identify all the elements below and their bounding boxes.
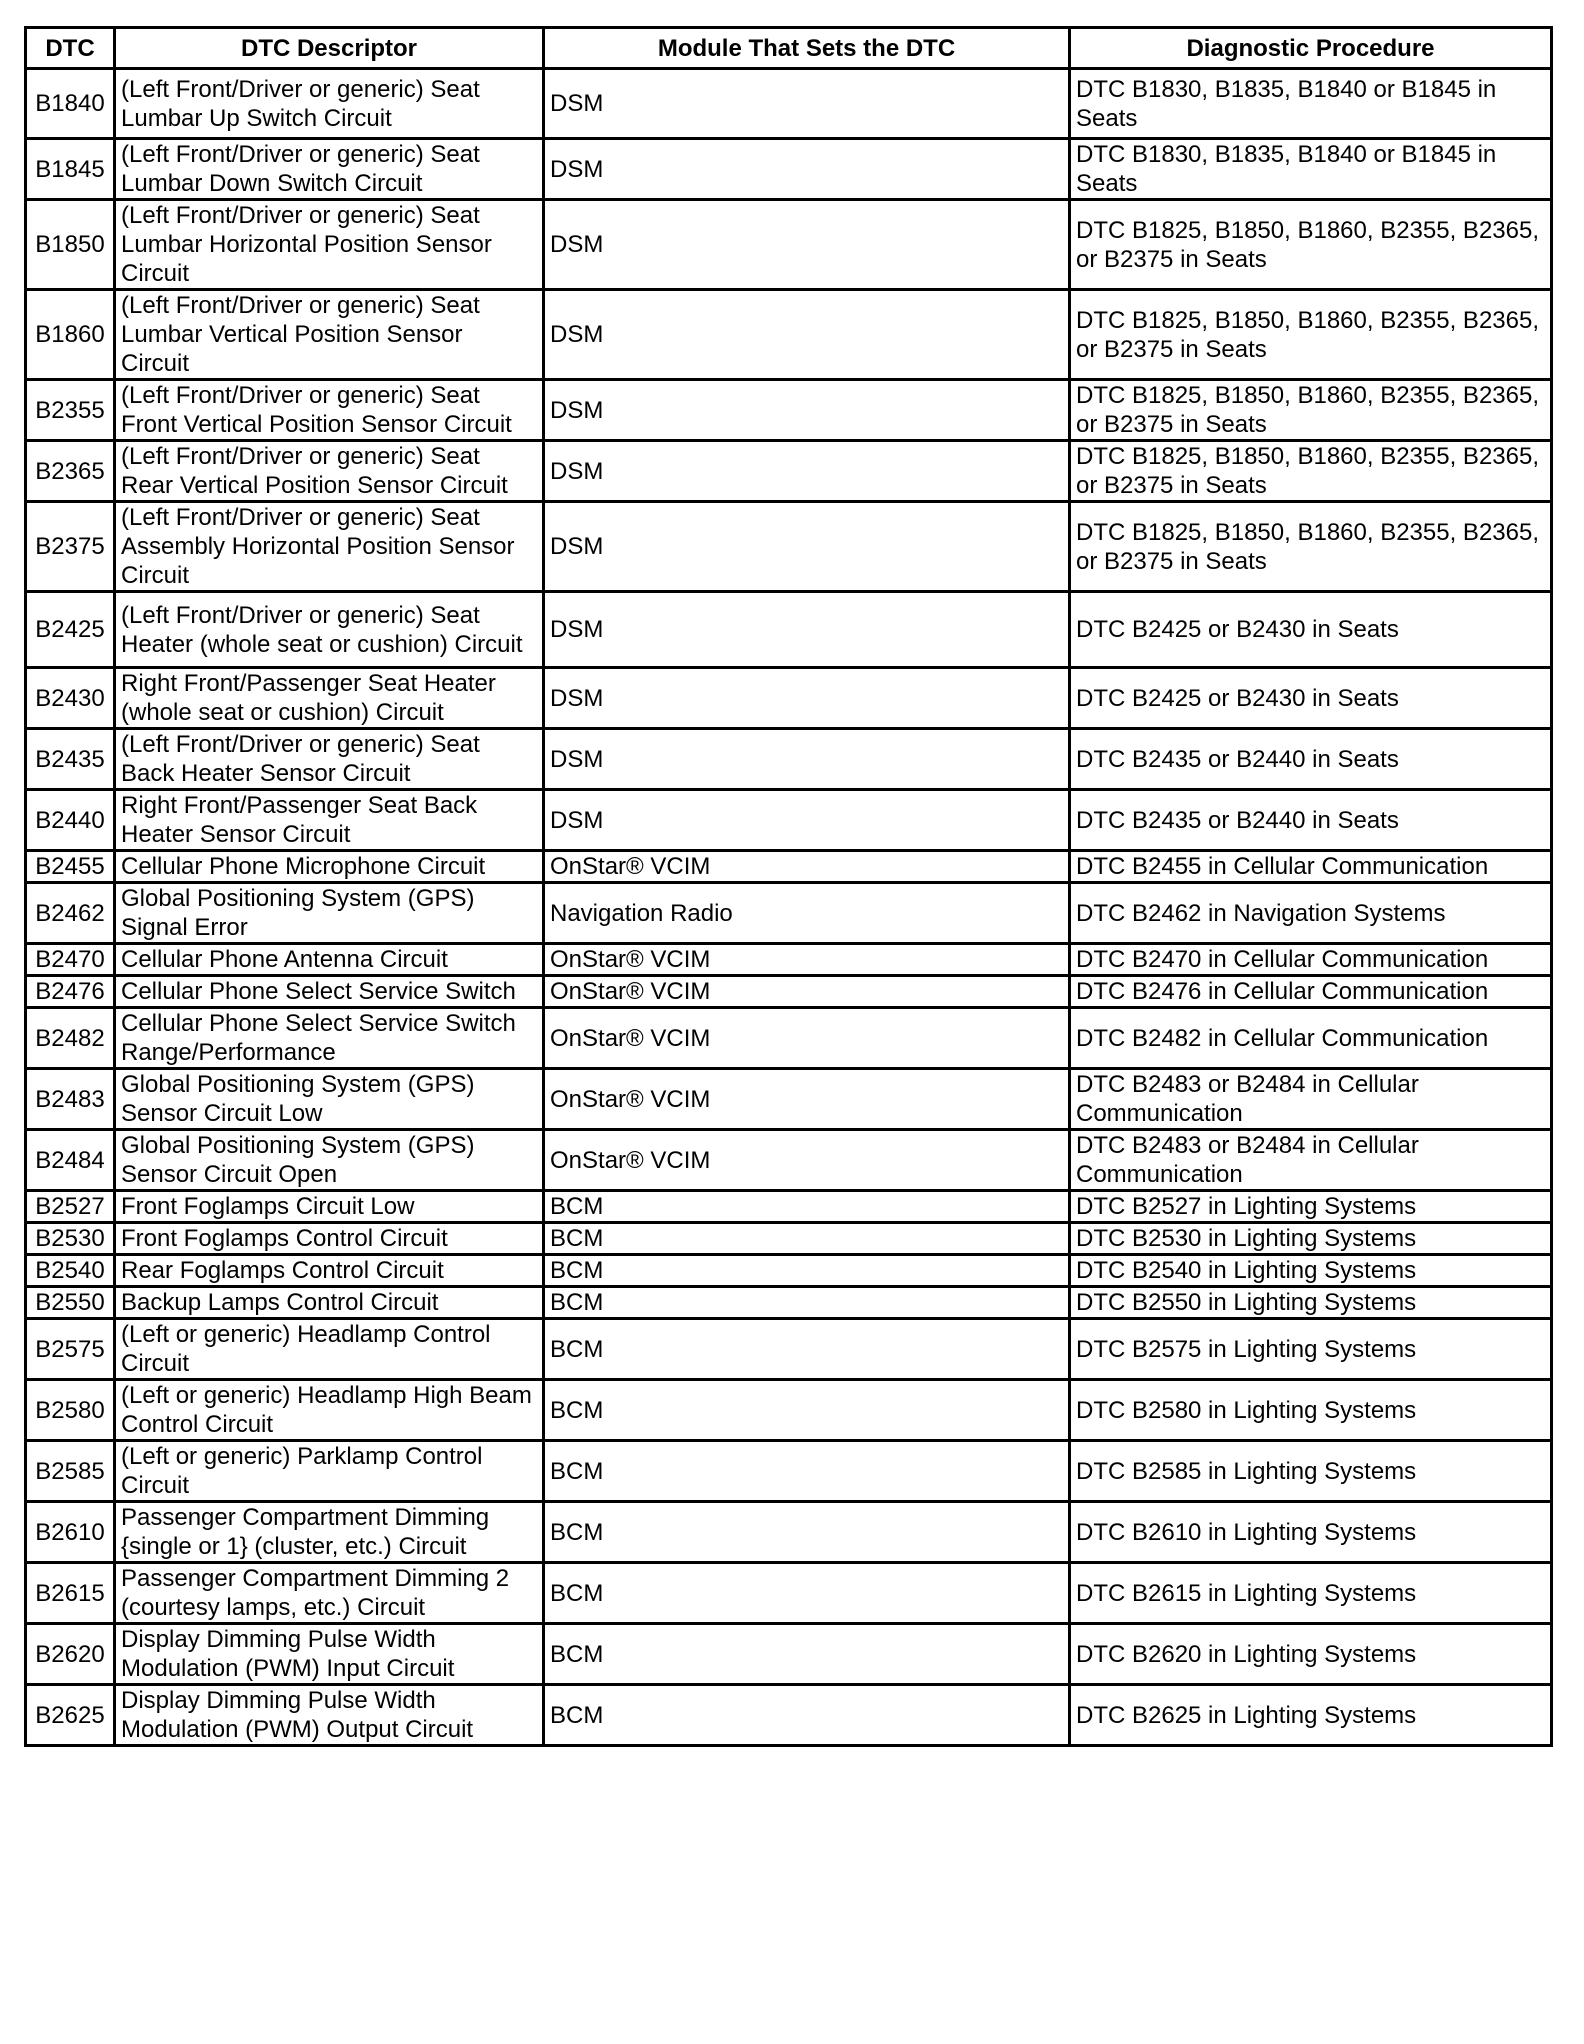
cell-diagnostic-procedure: DTC B2530 in Lighting Systems [1070, 1223, 1552, 1255]
cell-module: BCM [544, 1223, 1070, 1255]
cell-diagnostic-procedure: DTC B2435 or B2440 in Seats [1070, 729, 1552, 790]
cell-dtc-descriptor: (Left Front/Driver or generic) Seat Assembly Horizontal Position Sensor Circuit [115, 502, 544, 592]
cell-dtc-descriptor: (Left Front/Driver or generic) Seat Heater (whole seat or cushion) Circuit [115, 592, 544, 668]
cell-dtc-descriptor: Passenger Compartment Dimming {single or 1} (cluster, etc.) Circuit [115, 1502, 544, 1563]
table-row [26, 976, 1552, 1008]
table-row [26, 1624, 1552, 1685]
cell-diagnostic-procedure: DTC B1825, B1850, B1860, B2355, B2365, or B2375 in Seats [1070, 502, 1552, 592]
cell-diagnostic-procedure: DTC B2470 in Cellular Communication [1070, 944, 1552, 976]
cell-module: OnStar® VCIM [544, 1008, 1070, 1069]
cell-dtc-descriptor: Global Positioning System (GPS) Sensor Circuit Open [115, 1130, 544, 1191]
cell-module: BCM [544, 1255, 1070, 1287]
cell-module: BCM [544, 1380, 1070, 1441]
table-row [26, 592, 1552, 668]
cell-diagnostic-procedure: DTC B2482 in Cellular Communication [1070, 1008, 1552, 1069]
cell-dtc-descriptor: Cellular Phone Select Service Switch [115, 976, 544, 1008]
cell-dtc-code: B2365 [26, 441, 115, 502]
table-row [26, 1502, 1552, 1563]
table-row [26, 380, 1552, 441]
cell-dtc-descriptor: Front Foglamps Control Circuit [115, 1223, 544, 1255]
cell-dtc-descriptor: Cellular Phone Select Service Switch Range/Performance [115, 1008, 544, 1069]
cell-diagnostic-procedure: DTC B2620 in Lighting Systems [1070, 1624, 1552, 1685]
cell-dtc-descriptor: Rear Foglamps Control Circuit [115, 1255, 544, 1287]
cell-dtc-code: B2575 [26, 1319, 115, 1380]
table-row [26, 139, 1552, 200]
cell-dtc-descriptor: (Left Front/Driver or generic) Seat Lumbar Vertical Position Sensor Circuit [115, 290, 544, 380]
cell-diagnostic-procedure: DTC B2483 or B2484 in Cellular Communication [1070, 1130, 1552, 1191]
cell-diagnostic-procedure: DTC B2550 in Lighting Systems [1070, 1287, 1552, 1319]
cell-diagnostic-procedure: DTC B2580 in Lighting Systems [1070, 1380, 1552, 1441]
table-row [26, 1191, 1552, 1223]
cell-module: Navigation Radio [544, 883, 1070, 944]
table-row [26, 668, 1552, 729]
table-row [26, 883, 1552, 944]
cell-dtc-code: B1840 [26, 69, 115, 139]
cell-dtc-code: B2476 [26, 976, 115, 1008]
cell-diagnostic-procedure: DTC B2425 or B2430 in Seats [1070, 592, 1552, 668]
cell-dtc-descriptor: (Left Front/Driver or generic) Seat Back Heater Sensor Circuit [115, 729, 544, 790]
table-row [26, 729, 1552, 790]
cell-dtc-code: B2440 [26, 790, 115, 851]
cell-dtc-code: B2430 [26, 668, 115, 729]
table-row [26, 441, 1552, 502]
cell-module: DSM [544, 290, 1070, 380]
cell-module: BCM [544, 1441, 1070, 1502]
cell-dtc-code: B2540 [26, 1255, 115, 1287]
table-row [26, 1008, 1552, 1069]
table-row [26, 1130, 1552, 1191]
cell-module: DSM [544, 139, 1070, 200]
header-diagnostic-procedure: Diagnostic Procedure [1070, 28, 1552, 69]
cell-dtc-code: B2620 [26, 1624, 115, 1685]
table-row [26, 851, 1552, 883]
cell-dtc-descriptor: (Left or generic) Parklamp Control Circuit [115, 1441, 544, 1502]
table-row [26, 1223, 1552, 1255]
cell-dtc-descriptor: (Left Front/Driver or generic) Seat Lumbar Up Switch Circuit [115, 69, 544, 139]
cell-diagnostic-procedure: DTC B2425 or B2430 in Seats [1070, 668, 1552, 729]
table-row [26, 790, 1552, 851]
cell-dtc-code: B2530 [26, 1223, 115, 1255]
cell-diagnostic-procedure: DTC B2476 in Cellular Communication [1070, 976, 1552, 1008]
table-row [26, 1069, 1552, 1130]
cell-dtc-descriptor: Cellular Phone Antenna Circuit [115, 944, 544, 976]
cell-dtc-descriptor: Display Dimming Pulse Width Modulation (PWM) Input Circuit [115, 1624, 544, 1685]
cell-dtc-code: B1845 [26, 139, 115, 200]
cell-module: BCM [544, 1287, 1070, 1319]
cell-module: OnStar® VCIM [544, 976, 1070, 1008]
cell-dtc-code: B2625 [26, 1685, 115, 1746]
cell-module: BCM [544, 1319, 1070, 1380]
cell-diagnostic-procedure: DTC B2615 in Lighting Systems [1070, 1563, 1552, 1624]
cell-diagnostic-procedure: DTC B2575 in Lighting Systems [1070, 1319, 1552, 1380]
cell-dtc-descriptor: (Left Front/Driver or generic) Seat Lumbar Horizontal Position Sensor Circuit [115, 200, 544, 290]
table-row [26, 1287, 1552, 1319]
cell-dtc-descriptor: Front Foglamps Circuit Low [115, 1191, 544, 1223]
cell-diagnostic-procedure: DTC B1825, B1850, B1860, B2355, B2365, or B2375 in Seats [1070, 380, 1552, 441]
table-row [26, 502, 1552, 592]
cell-diagnostic-procedure: DTC B2455 in Cellular Communication [1070, 851, 1552, 883]
cell-dtc-code: B2610 [26, 1502, 115, 1563]
cell-module: DSM [544, 729, 1070, 790]
cell-dtc-code: B2355 [26, 380, 115, 441]
cell-diagnostic-procedure: DTC B1825, B1850, B1860, B2355, B2365, or B2375 in Seats [1070, 200, 1552, 290]
cell-module: BCM [544, 1685, 1070, 1746]
header-dtc-descriptor: DTC Descriptor [115, 28, 544, 69]
cell-dtc-descriptor: (Left Front/Driver or generic) Seat Rear Vertical Position Sensor Circuit [115, 441, 544, 502]
cell-dtc-descriptor: Global Positioning System (GPS) Signal Error [115, 883, 544, 944]
table-header-row [26, 28, 1552, 69]
table-row [26, 944, 1552, 976]
cell-diagnostic-procedure: DTC B2462 in Navigation Systems [1070, 883, 1552, 944]
cell-dtc-descriptor: (Left Front/Driver or generic) Seat Front Vertical Position Sensor Circuit [115, 380, 544, 441]
cell-module: BCM [544, 1191, 1070, 1223]
table-body [26, 69, 1552, 1746]
cell-dtc-descriptor: Cellular Phone Microphone Circuit [115, 851, 544, 883]
cell-module: OnStar® VCIM [544, 944, 1070, 976]
cell-dtc-code: B2455 [26, 851, 115, 883]
table-row [26, 1563, 1552, 1624]
table-row [26, 1255, 1552, 1287]
cell-module: DSM [544, 441, 1070, 502]
cell-module: BCM [544, 1563, 1070, 1624]
cell-dtc-code: B2470 [26, 944, 115, 976]
cell-module: DSM [544, 380, 1070, 441]
cell-dtc-code: B2435 [26, 729, 115, 790]
cell-dtc-descriptor: Display Dimming Pulse Width Modulation (PWM) Output Circuit [115, 1685, 544, 1746]
header-module: Module That Sets the DTC [544, 28, 1070, 69]
cell-dtc-code: B2580 [26, 1380, 115, 1441]
cell-dtc-descriptor: Right Front/Passenger Seat Back Heater Sensor Circuit [115, 790, 544, 851]
cell-module: BCM [544, 1624, 1070, 1685]
cell-module: DSM [544, 200, 1070, 290]
cell-diagnostic-procedure: DTC B2540 in Lighting Systems [1070, 1255, 1552, 1287]
cell-dtc-descriptor: (Left or generic) Headlamp Control Circuit [115, 1319, 544, 1380]
cell-dtc-descriptor: Right Front/Passenger Seat Heater (whole seat or cushion) Circuit [115, 668, 544, 729]
table-row [26, 1319, 1552, 1380]
cell-diagnostic-procedure: DTC B1825, B1850, B1860, B2355, B2365, or B2375 in Seats [1070, 441, 1552, 502]
cell-dtc-code: B2550 [26, 1287, 115, 1319]
cell-diagnostic-procedure: DTC B1825, B1850, B1860, B2355, B2365, or B2375 in Seats [1070, 290, 1552, 380]
cell-module: OnStar® VCIM [544, 1130, 1070, 1191]
table-row [26, 69, 1552, 139]
cell-dtc-descriptor: (Left or generic) Headlamp High Beam Control Circuit [115, 1380, 544, 1441]
cell-module: BCM [544, 1502, 1070, 1563]
cell-diagnostic-procedure: DTC B1830, B1835, B1840 or B1845 in Seats [1070, 139, 1552, 200]
cell-dtc-code: B2425 [26, 592, 115, 668]
cell-module: OnStar® VCIM [544, 851, 1070, 883]
dtc-table [24, 26, 1553, 1747]
cell-module: DSM [544, 790, 1070, 851]
cell-dtc-code: B2483 [26, 1069, 115, 1130]
cell-dtc-code: B2482 [26, 1008, 115, 1069]
table-row [26, 1685, 1552, 1746]
cell-dtc-code: B2375 [26, 502, 115, 592]
cell-module: DSM [544, 592, 1070, 668]
cell-dtc-code: B2585 [26, 1441, 115, 1502]
cell-module: DSM [544, 502, 1070, 592]
cell-dtc-code: B2527 [26, 1191, 115, 1223]
cell-module: OnStar® VCIM [544, 1069, 1070, 1130]
cell-dtc-code: B2615 [26, 1563, 115, 1624]
header-dtc: DTC [26, 28, 115, 69]
cell-dtc-code: B2484 [26, 1130, 115, 1191]
cell-diagnostic-procedure: DTC B2483 or B2484 in Cellular Communication [1070, 1069, 1552, 1130]
cell-diagnostic-procedure: DTC B1830, B1835, B1840 or B1845 in Seats [1070, 69, 1552, 139]
cell-diagnostic-procedure: DTC B2527 in Lighting Systems [1070, 1191, 1552, 1223]
table-row [26, 290, 1552, 380]
cell-diagnostic-procedure: DTC B2435 or B2440 in Seats [1070, 790, 1552, 851]
cell-dtc-code: B1850 [26, 200, 115, 290]
cell-module: DSM [544, 668, 1070, 729]
table-row [26, 200, 1552, 290]
cell-dtc-descriptor: Global Positioning System (GPS) Sensor Circuit Low [115, 1069, 544, 1130]
cell-dtc-descriptor: Backup Lamps Control Circuit [115, 1287, 544, 1319]
table-row [26, 1380, 1552, 1441]
cell-dtc-code: B2462 [26, 883, 115, 944]
table-row [26, 1441, 1552, 1502]
cell-diagnostic-procedure: DTC B2585 in Lighting Systems [1070, 1441, 1552, 1502]
cell-diagnostic-procedure: DTC B2610 in Lighting Systems [1070, 1502, 1552, 1563]
cell-dtc-descriptor: (Left Front/Driver or generic) Seat Lumbar Down Switch Circuit [115, 139, 544, 200]
cell-module: DSM [544, 69, 1070, 139]
cell-dtc-code: B1860 [26, 290, 115, 380]
cell-dtc-descriptor: Passenger Compartment Dimming 2 (courtesy lamps, etc.) Circuit [115, 1563, 544, 1624]
cell-diagnostic-procedure: DTC B2625 in Lighting Systems [1070, 1685, 1552, 1746]
